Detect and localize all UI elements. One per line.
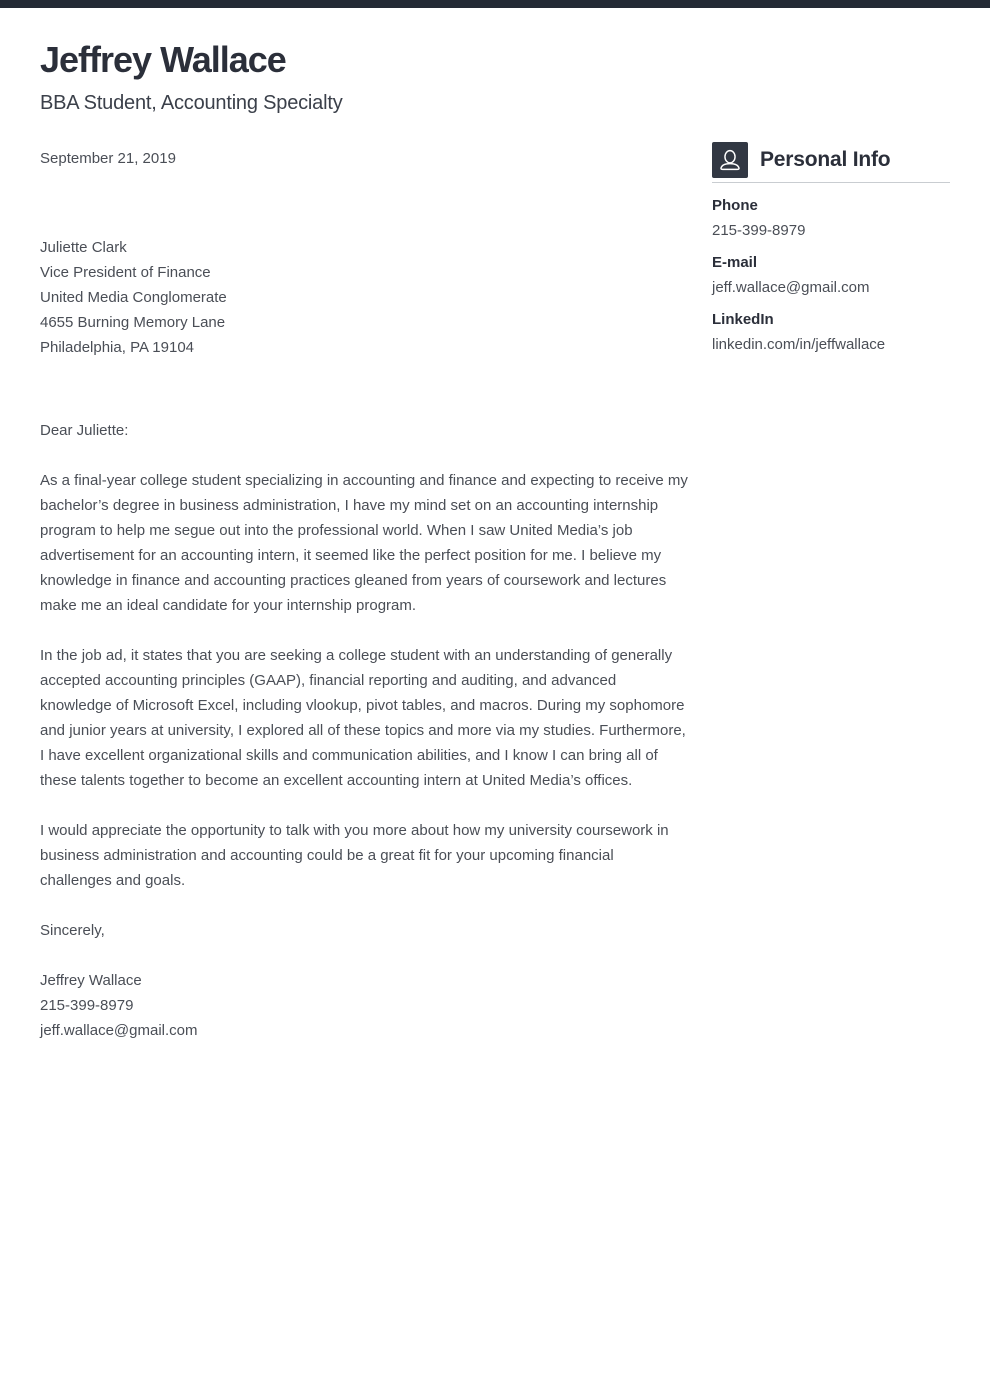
- phone-value: 215-399-8979: [712, 222, 806, 239]
- top-accent-bar: [0, 0, 990, 8]
- recipient-title: Vice President of Finance: [40, 264, 211, 281]
- recipient-address-block: [40, 235, 688, 360]
- recipient-company: United Media Conglomerate: [40, 289, 227, 306]
- info-item-linkedin: [712, 311, 950, 354]
- info-item-email: [712, 254, 950, 297]
- letter-body-column: [40, 40, 688, 1043]
- recipient-city: Philadelphia, PA 19104: [40, 339, 195, 356]
- linkedin-label: LinkedIn: [712, 311, 774, 328]
- recipient-street: 4655 Burning Memory Lane: [40, 314, 226, 331]
- applicant-name: Jeffrey Wallace: [40, 39, 286, 80]
- email-label: E-mail: [712, 254, 758, 271]
- signature-block: [40, 968, 688, 1043]
- applicant-job-title: BBA Student, Accounting Specialty: [40, 92, 343, 114]
- signature-name: Jeffrey Wallace: [40, 972, 142, 989]
- signature-phone: 215-399-8979: [40, 997, 134, 1014]
- letter-closing: Sincerely,: [40, 922, 105, 939]
- letter-date: September 21, 2019: [40, 150, 176, 167]
- personal-info-heading: Personal Info: [760, 148, 891, 171]
- letter-paragraph-3: I would appreciate the opportunity to talk with you more about how my university coursework in business administration and accounting could be a great fit for your upcoming financial challenges and goals.: [40, 822, 669, 889]
- letter-paragraph-1: As a final-year college student specializing in accounting and finance and expecting to receive my bachelor’s degree in business administration, I have my mind set on an accounting internship program to help me segue out into the professional world. When I saw United Media’s job advertisement for an accounting intern, it seemed like the perfect position for me. I believe my knowledge in finance and accounting practices gleaned from years of coursework and lectures make me an ideal candidate for your internship program.: [40, 472, 688, 614]
- sidebar-divider: [712, 182, 950, 183]
- email-value: jeff.wallace@gmail.com: [712, 279, 870, 296]
- personal-info-header: [712, 142, 950, 178]
- person-icon: [712, 142, 748, 178]
- recipient-name: Juliette Clark: [40, 239, 127, 256]
- personal-info-sidebar: [712, 142, 950, 354]
- letter-greeting: Dear Juliette:: [40, 422, 129, 439]
- info-item-phone: [712, 197, 950, 240]
- phone-label: Phone: [712, 197, 758, 214]
- signature-email: jeff.wallace@gmail.com: [40, 1022, 198, 1039]
- linkedin-value: linkedin.com/in/jeffwallace: [712, 336, 886, 353]
- letter-paragraph-2: In the job ad, it states that you are seeking a college student with an understanding of generally accepted accounting principles (GAAP), financial reporting and auditing, and advanced knowledge of Microsoft Excel, including vlookup, pivot tables, and macros. During my sophomore and junior years at university, I explored all of these topics and more via my studies. Furthermore, I have excellent organizational skills and communication abilities, and I know I can bring all of these talents together to become an excellent accounting intern at United Media’s offices.: [40, 647, 686, 789]
